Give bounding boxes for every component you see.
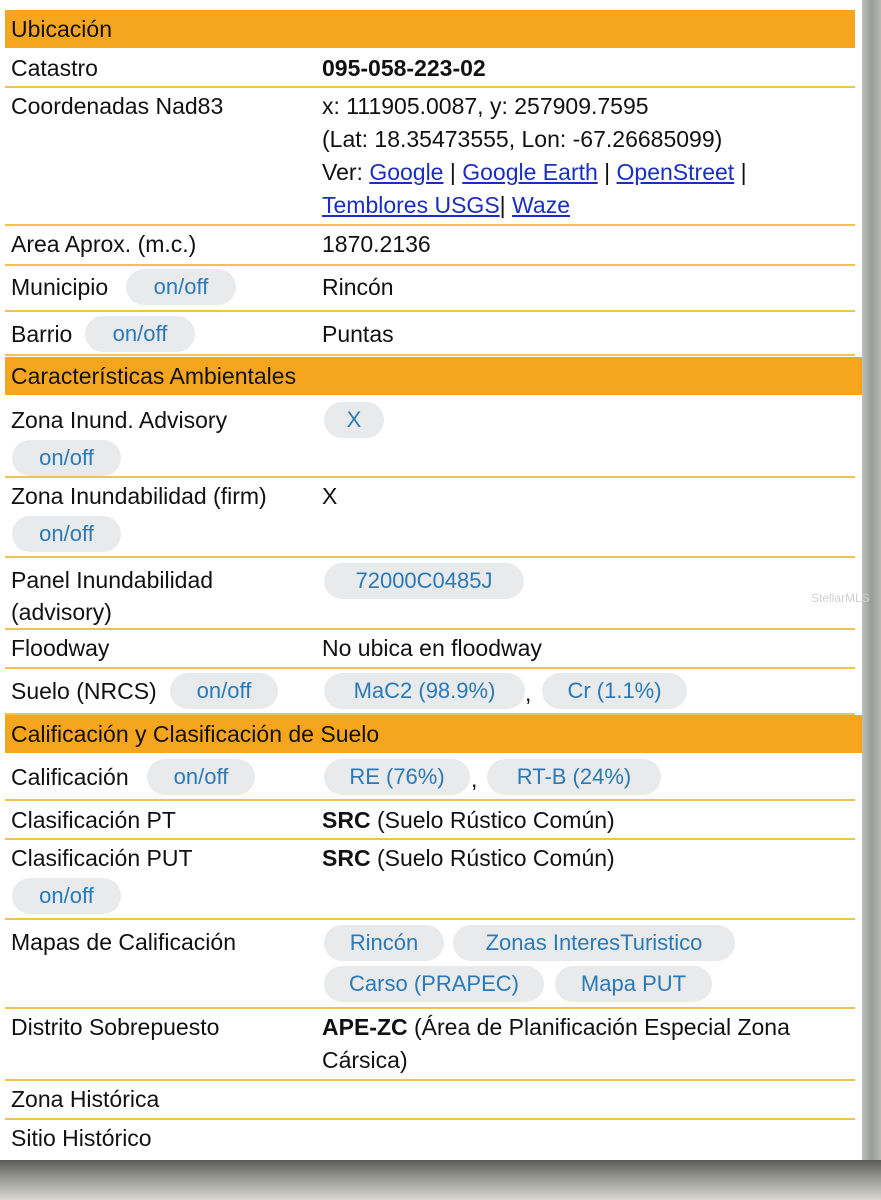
calificacion-separator: , [471,766,478,792]
value-clasificacion-put [322,842,615,875]
value-floodway: No ubica en floodway [322,635,542,661]
clasificacion-pt-desc: (Suelo Rústico Común) [370,807,615,833]
value-zona-advisory-button[interactable]: X [324,402,384,438]
label-calificacion: Calificación [11,764,129,790]
label-distrito: Distrito Sobrepuesto [11,1014,220,1040]
distrito-desc-line1: (Área de Planificación Especial Zona [407,1014,790,1040]
mapa-zonas-interes-turistico-button[interactable]: Zonas InteresTuristico [453,925,735,961]
map-links-line1: Ver: Google | Google Earth | OpenStreet | [322,159,747,185]
calificacion-toggle-button[interactable]: on/off [147,759,255,795]
link-google-earth[interactable]: Google Earth [462,159,598,185]
label-catastro: Catastro [11,55,98,81]
calificacion-re-button[interactable]: RE (76%) [324,759,470,795]
label-zona-historica: Zona Histórica [11,1086,160,1112]
map-links-line2: Temblores USGS| Waze [322,192,570,218]
label-suelo: Suelo (NRCS) [11,678,157,704]
label-zona-firm: Zona Inundabilidad (firm) [11,483,267,509]
suelo-mac2-button[interactable]: MaC2 (98.9%) [324,673,525,709]
barrio-toggle-button[interactable]: on/off [85,316,195,352]
background-bottom-edge [0,1160,881,1200]
clasificacion-put-code: SRC [322,845,371,871]
municipio-toggle-button[interactable]: on/off [126,269,236,305]
clasificacion-put-toggle-button[interactable]: on/off [12,878,121,914]
label-panel-line2: (advisory) [11,599,112,625]
clasificacion-put-desc: (Suelo Rústico Común) [370,845,615,871]
label-floodway: Floodway [11,635,110,661]
zona-firm-toggle-button[interactable]: on/off [12,516,121,552]
mapa-carso-prapec-button[interactable]: Carso (PRAPEC) [324,966,544,1002]
link-google[interactable]: Google [369,159,444,185]
value-zona-firm: X [322,483,338,509]
label-barrio: Barrio [11,321,73,347]
label-mapas: Mapas de Calificación [11,929,237,955]
value-area: 1870.2136 [322,231,431,257]
label-municipio: Municipio [11,274,109,300]
value-clasificacion-pt [322,804,615,837]
section-header-ubicacion: Ubicación [5,10,855,48]
calificacion-rtb-button[interactable]: RT-B (24%) [487,759,661,795]
label-area: Area Aprox. (m.c.) [11,231,197,257]
value-municipio: Rincón [322,274,394,300]
ver-label: Ver: [322,159,363,185]
label-coordenadas: Coordenadas Nad83 [11,93,224,119]
suelo-separator: , [525,680,532,706]
clasificacion-pt-code: SRC [322,807,371,833]
section-header-ambientales: Características Ambientales [5,357,862,395]
section-header-calificacion: Calificación y Clasificación de Suelo [5,715,862,753]
zona-advisory-toggle-button[interactable]: on/off [12,440,121,476]
watermark: StellarMLS [811,591,870,605]
link-waze[interactable]: Waze [512,192,570,218]
distrito-code: APE-ZC [322,1014,408,1040]
value-coordenadas-xy: x: 111905.0087, y: 257909.7595 [322,93,649,119]
suelo-cr-button[interactable]: Cr (1.1%) [542,673,687,709]
mapa-rincon-button[interactable]: Rincón [324,925,444,961]
link-openstreet[interactable]: OpenStreet [616,159,735,185]
label-clasificacion-put: Clasificación PUT [11,845,193,871]
value-catastro: 095-058-223-02 [322,55,486,81]
label-clasificacion-pt: Clasificación PT [11,807,176,833]
value-coordenadas-latlon: (Lat: 18.35473555, Lon: -67.26685099) [322,126,723,152]
suelo-toggle-button[interactable]: on/off [170,673,278,709]
value-panel-button[interactable]: 72000C0485J [324,563,524,599]
value-distrito-line2: Cársica) [322,1047,408,1073]
link-temblores-usgs[interactable]: Temblores USGS [322,192,500,218]
label-sitio-historico: Sitio Histórico [11,1125,152,1151]
value-distrito-line1 [322,1011,790,1044]
value-barrio: Puntas [322,321,394,347]
label-panel-line1: Panel Inundabilidad [11,567,214,593]
mapa-put-button[interactable]: Mapa PUT [555,966,712,1002]
label-zona-advisory: Zona Inund. Advisory [11,407,228,433]
